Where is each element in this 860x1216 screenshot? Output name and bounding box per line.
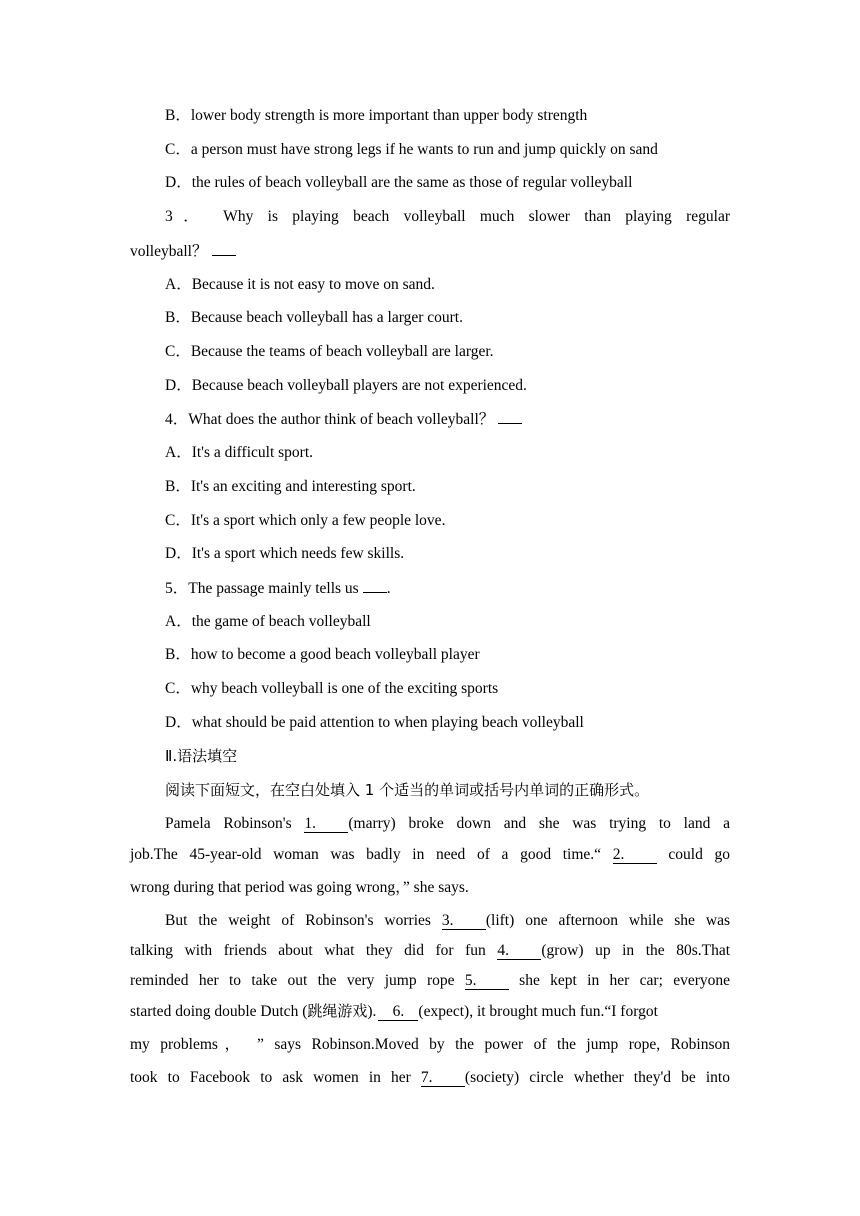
p2-text: took to Facebook to ask women in her [130,1069,411,1086]
q5-stem-end: . [386,580,391,597]
p2-line1 [165,911,730,931]
blank-2[interactable]: 2. [613,847,657,864]
p2-text: she kept in her car; everyone [519,972,731,989]
q4-answer-blank[interactable] [498,409,522,424]
q3-answer-blank[interactable] [212,241,236,256]
q4-stem-text: 4．What does the author think of beach volleyball？ [165,411,495,428]
p1-text: (marry) broke down and she was trying to land a [348,815,730,832]
p2-text: (lift) one afternoon while she was [485,912,730,929]
q4-option-a: A．It's a difficult sport. [165,444,314,461]
q3-option-a: A．Because it is not easy to move on sand. [165,276,435,293]
q5-answer-blank[interactable] [363,578,387,593]
p2-line6 [130,1068,730,1088]
p2-line5: my problems， ” says Robinson.Moved by the power of the jump rope, Robinson [130,1036,730,1053]
p2-line2 [130,941,730,961]
blank-1[interactable]: 1. [304,816,348,833]
p2-text: (expect), it brought much fun.“I forgot [418,1003,658,1020]
q3-stem-line2 [130,241,236,262]
p2-chinese-gloss: 跳绳游戏 [307,1002,368,1020]
q5-option-c: C．why beach volleyball is one of the exciting sports [165,680,499,697]
p2-text: reminded her to take out the very jump rope [130,972,455,989]
q3-option-c: C．Because the teams of beach volleyball are larger. [165,343,494,360]
section-heading: Ⅱ.语法填空 [165,747,238,765]
q4-option-b: B．It's an exciting and interesting sport. [165,478,416,495]
q2-option-b: B．lower body strength is more important than upper body strength [165,107,588,124]
p2-text: But the weight of Robinson's worries [165,912,431,929]
q2-option-d: D．the rules of beach volleyball are the same as those of regular volleyball [165,174,633,191]
q5-option-d: D．what should be paid attention to when playing beach volleyball [165,714,584,731]
q3-option-d: D．Because beach volleyball players are not experienced. [165,377,527,394]
q3-stem-text: volleyball？ [130,243,208,260]
blank-3[interactable]: 3. [442,913,486,930]
p1-text: Pamela Robinson's [165,815,292,832]
p1-text: job.The 45-year-old woman was badly in need of a good time.“ [130,846,602,863]
blank-5[interactable]: 5. [465,973,509,990]
blank-4[interactable]: 4. [497,943,541,960]
p1-text: could go [668,846,730,863]
p2-text: (society) circle whether they'd be into [464,1069,730,1086]
q5-stem-text: 5．The passage mainly tells us [165,580,359,597]
p2-text: talking with friends about what they did for fun [130,942,486,959]
p2-text: (grow) up in the 80s.That [541,942,730,959]
p1-line1 [165,814,730,834]
p1-line3: wrong during that period was going wrong，” she says. [130,879,469,896]
p2-text: ). [367,1003,377,1020]
p2-text: started doing double Dutch ( [130,1003,308,1020]
p2-line4-start [130,1001,658,1022]
q4-stem [165,409,522,430]
q4-option-d: D．It's a sport which needs few skills. [165,545,405,562]
p2-line3 [130,971,730,991]
q5-option-b: B．how to become a good beach volleyball player [165,646,480,663]
p2-line4 [130,1001,730,1022]
p1-line2 [130,845,730,865]
blank-7[interactable]: 7. [421,1070,465,1087]
q4-option-c: C．It's a sport which only a few people love. [165,512,446,529]
q5-stem [165,578,391,599]
q5-option-a: A．the game of beach volleyball [165,613,371,630]
q3-stem-line1: 3． Why is playing beach volleyball much slower than playing regular [165,208,730,225]
blank-6[interactable]: 6. [378,1004,418,1021]
q2-option-c: C．a person must have strong legs if he wants to run and jump quickly on sand [165,141,658,158]
q3-option-b: B．Because beach volleyball has a larger court. [165,309,463,326]
section-instruction: 阅读下面短文，在空白处填入 1 个适当的单词或括号内单词的正确形式。 [165,781,650,799]
